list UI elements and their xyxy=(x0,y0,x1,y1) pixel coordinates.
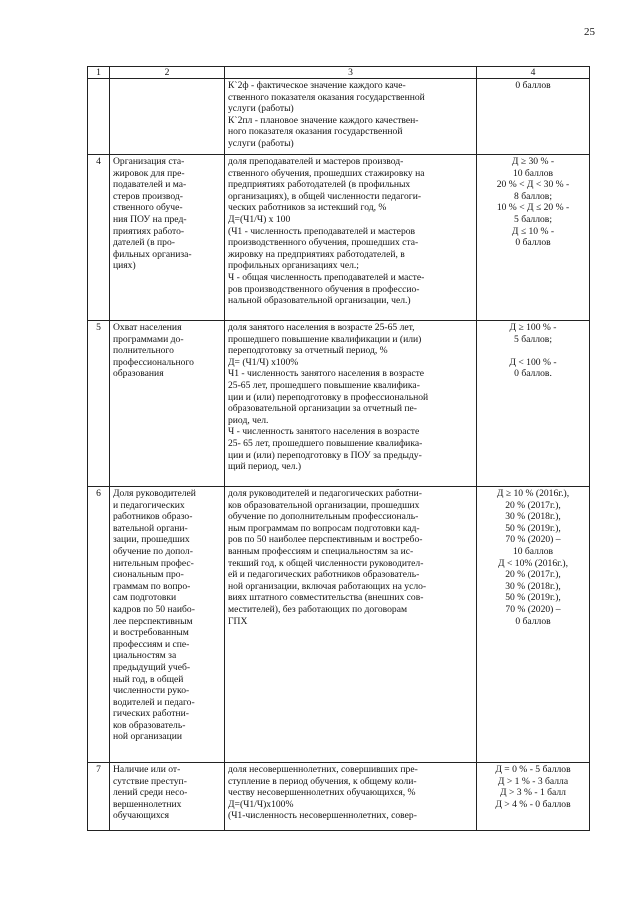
text-line: Д > 3 % - 1 балл xyxy=(500,787,566,799)
text-line: текший год, к общей численности руководител- xyxy=(228,557,424,569)
text-line: Д ≤ 10 % - xyxy=(511,225,555,237)
text-line: Доля руководителей xyxy=(113,488,196,499)
criterion-title-cell xyxy=(110,763,225,831)
text-line: 0 баллов xyxy=(515,615,551,627)
text-line: профессионального xyxy=(113,356,194,368)
text-line: (Ч1-численность несовершеннолетних, совер- xyxy=(228,810,417,822)
text-line: профессиям и спе- xyxy=(113,638,190,650)
text-line: ГПХ xyxy=(228,615,248,627)
score-cell xyxy=(477,79,590,155)
text-line: Организация ста- xyxy=(113,156,185,167)
text-line: 0 баллов. xyxy=(514,368,552,380)
page-number: 25 xyxy=(584,26,595,38)
text-line: жировок для пре- xyxy=(113,167,185,179)
text-line: доля занятого населения в возрасте 25-65 лет, xyxy=(228,322,415,333)
text-line: и педагогических xyxy=(113,499,185,511)
text-line: 10 баллов xyxy=(512,545,554,557)
text-line: 70 % (2020) – xyxy=(505,603,561,615)
text-line: 50 % (2019г.), xyxy=(505,522,561,534)
text-line: ванным профессиям и специальностям за ис- xyxy=(228,545,414,557)
text-line: ческих работников за истекший год, % xyxy=(228,202,387,214)
text-line: доля руководителей и педагогических работни- xyxy=(228,488,422,499)
text-line: обучение по дополнительным профессиональ- xyxy=(228,511,419,523)
text-line: К`2пл - плановое значение каждого качествен- xyxy=(228,114,419,126)
text-line: лений среди несо- xyxy=(113,787,188,799)
text-line: подавателей и ма- xyxy=(113,179,187,191)
text-line: Ч1 - численность занятого населения в возрасте xyxy=(228,368,425,380)
text-line: щий период, чел.) xyxy=(228,461,302,473)
text-line: риод, чел. xyxy=(228,414,269,426)
text-line: услуги (работы) xyxy=(228,137,294,149)
text-line: численности руко- xyxy=(113,685,190,697)
text-line: сутствие преступ- xyxy=(113,775,187,787)
text-line: Д > 4 % - 0 баллов xyxy=(495,798,571,810)
text-line: Д ≥ 100 % - xyxy=(509,322,557,333)
text-line: программами до- xyxy=(113,333,184,345)
text-line: доля несовершеннолетних, совершивших пре- xyxy=(228,764,418,775)
text-line: зации, прошедших xyxy=(113,534,190,546)
text-line: ственного показателя оказания государственной xyxy=(228,91,425,103)
text-line: организациях), в общей численности педагоги- xyxy=(228,190,422,202)
text-line: честву несовершеннолетних обучающихся, % xyxy=(228,787,416,799)
text-line: водителей и педаго- xyxy=(113,696,195,708)
text-line: лее перспективным xyxy=(113,615,193,627)
text-line: Ч - численность занятого населения в возрасте xyxy=(228,426,420,438)
text-line: доля преподавателей и мастеров производ- xyxy=(228,156,404,167)
text-line: 5 баллов; xyxy=(514,213,552,225)
text-line: обучение по допол- xyxy=(113,545,193,557)
criterion-title-cell xyxy=(110,79,225,155)
text-line: граммам по вопро- xyxy=(113,580,191,592)
text-line: стеров производ- xyxy=(113,190,183,202)
text-line: 5 баллов; xyxy=(514,333,552,345)
text-line: жировку на предприятиях работодателей, в xyxy=(228,248,405,260)
header-cell: 1 xyxy=(88,67,110,79)
table-row xyxy=(88,763,590,831)
text-line: Д ≥ 10 % (2016г.), xyxy=(496,488,570,499)
text-line: Охват населения xyxy=(113,322,182,333)
calculation-description-cell xyxy=(225,487,477,763)
text-line: 0 баллов xyxy=(515,237,551,249)
text-line: ным программам по вопросам подготовки кад- xyxy=(228,522,420,534)
text-line: 0 баллов xyxy=(515,80,551,91)
table-header-row xyxy=(88,67,590,79)
text-line: К`2ф - фактическое значение каждого каче- xyxy=(228,80,406,91)
score-cell xyxy=(477,487,590,763)
text-line: ков образователь- xyxy=(113,719,186,731)
text-line: Д > 1 % - 3 балла xyxy=(497,775,569,787)
text-line: 50 % (2019г.), xyxy=(505,592,561,604)
text-line: ного показателя оказания государственной xyxy=(228,126,403,138)
text-line: сам подготовки xyxy=(113,592,177,604)
text-line: местителей), без работающих по договорам xyxy=(228,603,408,615)
criterion-title-cell xyxy=(110,487,225,763)
text-line: Д=(Ч1/Ч)х100% xyxy=(228,798,294,810)
text-line: ции и (или) переподготовку в ПОУ за предыду- xyxy=(228,449,422,461)
text-line: 70 % (2020) – xyxy=(505,534,561,546)
calculation-description-cell xyxy=(225,155,477,321)
text-line: приятиях работо- xyxy=(113,225,185,237)
text-line: ков образовательной организации, прошедших xyxy=(228,499,420,511)
text-line: услуги (работы) xyxy=(228,103,294,115)
text-line: и востребованным xyxy=(113,627,189,639)
text-line: обучающихся xyxy=(113,810,170,822)
row-number-cell: 6 xyxy=(88,487,110,763)
table-row xyxy=(88,79,590,155)
text-line: предыдущий учеб- xyxy=(113,661,191,673)
row-number-cell xyxy=(88,79,110,155)
text-line: 25- 65 лет, прошедшего повышение квалифика- xyxy=(228,437,423,449)
text-line: нальной образовательной организации, чел.) xyxy=(228,295,411,307)
text-line: циях) xyxy=(113,260,136,272)
text-line: кадров по 50 наибо- xyxy=(113,603,195,615)
text-line: ной организации xyxy=(113,731,182,743)
text-line: виях штатного совместительства (внешних сов- xyxy=(228,592,424,604)
row-number-cell: 4 xyxy=(88,155,110,321)
score-cell xyxy=(477,155,590,321)
text-line: Д=(Ч1/Ч) х 100 xyxy=(228,213,291,225)
text-line: Д < 100 % - xyxy=(509,356,557,368)
text-line: предприятиях работодателей (в профильных xyxy=(228,179,411,191)
criterion-title-cell xyxy=(110,155,225,321)
text-line: Ч - общая численность преподавателей и масте- xyxy=(228,271,425,283)
table-row xyxy=(88,487,590,763)
text-line: дателей (в про- xyxy=(113,237,175,249)
score-cell xyxy=(477,321,590,487)
row-number-cell: 5 xyxy=(88,321,110,487)
text-line: циальностям за xyxy=(113,650,177,662)
score-cell xyxy=(477,763,590,831)
text-line: производственного обучения, прошедших ста- xyxy=(228,237,419,249)
table-row xyxy=(88,321,590,487)
text-line: Наличие или от- xyxy=(113,764,181,775)
text-line: нительным профес- xyxy=(113,557,194,569)
text-line: сиональным про- xyxy=(113,569,184,581)
text-line: фильных организа- xyxy=(113,248,192,260)
header-cell: 4 xyxy=(477,67,590,79)
header-cell: 3 xyxy=(225,67,477,79)
text-line: ров по 50 наиболее перспективным и востребо- xyxy=(228,534,423,546)
text-line: 20 % < Д < 30 % - xyxy=(496,179,570,191)
text-line: Д ≥ 30 % - xyxy=(511,156,555,167)
calculation-description-cell xyxy=(225,321,477,487)
text-line: 10 % < Д ≤ 20 % - xyxy=(496,202,570,214)
text-line: 25-65 лет, прошедшего повышение квалифика- xyxy=(228,379,420,391)
text-line: полнительного xyxy=(113,345,174,357)
text-line: ей и педагогических работников образователь- xyxy=(228,569,420,581)
text-line: Д < 10% (2016г.), xyxy=(498,557,568,569)
text-line: вершеннолетних xyxy=(113,798,182,810)
text-line: переподготовку за отчетный период, % xyxy=(228,345,388,357)
text-line: ступление в период обучения, к общему коли- xyxy=(228,775,417,787)
text-line: прошедшего повышение квалификации и (или) xyxy=(228,333,422,345)
table-row xyxy=(88,155,590,321)
text-line: ров производственного обучения в профессио- xyxy=(228,283,420,295)
text-line: 20 % (2017г.), xyxy=(505,569,561,581)
text-line: профильных организациях чел.; xyxy=(228,260,359,272)
row-number-cell: 7 xyxy=(88,763,110,831)
text-line: ной организации, включая работающих на усло- xyxy=(228,580,427,592)
criteria-table xyxy=(87,66,590,831)
text-line xyxy=(480,345,586,357)
text-line: работников образо- xyxy=(113,511,193,523)
text-line: 20 % (2017г.), xyxy=(505,499,561,511)
text-line: ственного обучения, прошедших стажировку на xyxy=(228,167,425,179)
text-line: Д= (Ч1/Ч) х100% xyxy=(228,356,299,368)
text-line: 30 % (2018г.), xyxy=(505,511,561,523)
text-line: (Ч1 - численность преподавателей и мастеров xyxy=(228,225,416,237)
calculation-description-cell xyxy=(225,79,477,155)
text-line: вательной органи- xyxy=(113,522,188,534)
calculation-description-cell xyxy=(225,763,477,831)
text-line: ния ПОУ на пред- xyxy=(113,213,187,225)
text-line: Д = 0 % - 5 баллов xyxy=(495,764,571,775)
text-line: образовательной организации за отчетный пе- xyxy=(228,403,417,415)
text-line: ственного обуче- xyxy=(113,202,183,214)
header-cell: 2 xyxy=(110,67,225,79)
text-line: образования xyxy=(113,368,164,380)
text-line: ный год, в общей xyxy=(113,673,184,685)
text-line: 8 баллов; xyxy=(514,190,552,202)
text-line: гических работни- xyxy=(113,708,189,720)
criterion-title-cell xyxy=(110,321,225,487)
text-line: 30 % (2018г.), xyxy=(505,580,561,592)
text-line: 10 баллов xyxy=(512,167,554,179)
text-line: ции и (или) переподготовку в профессиональной xyxy=(228,391,429,403)
